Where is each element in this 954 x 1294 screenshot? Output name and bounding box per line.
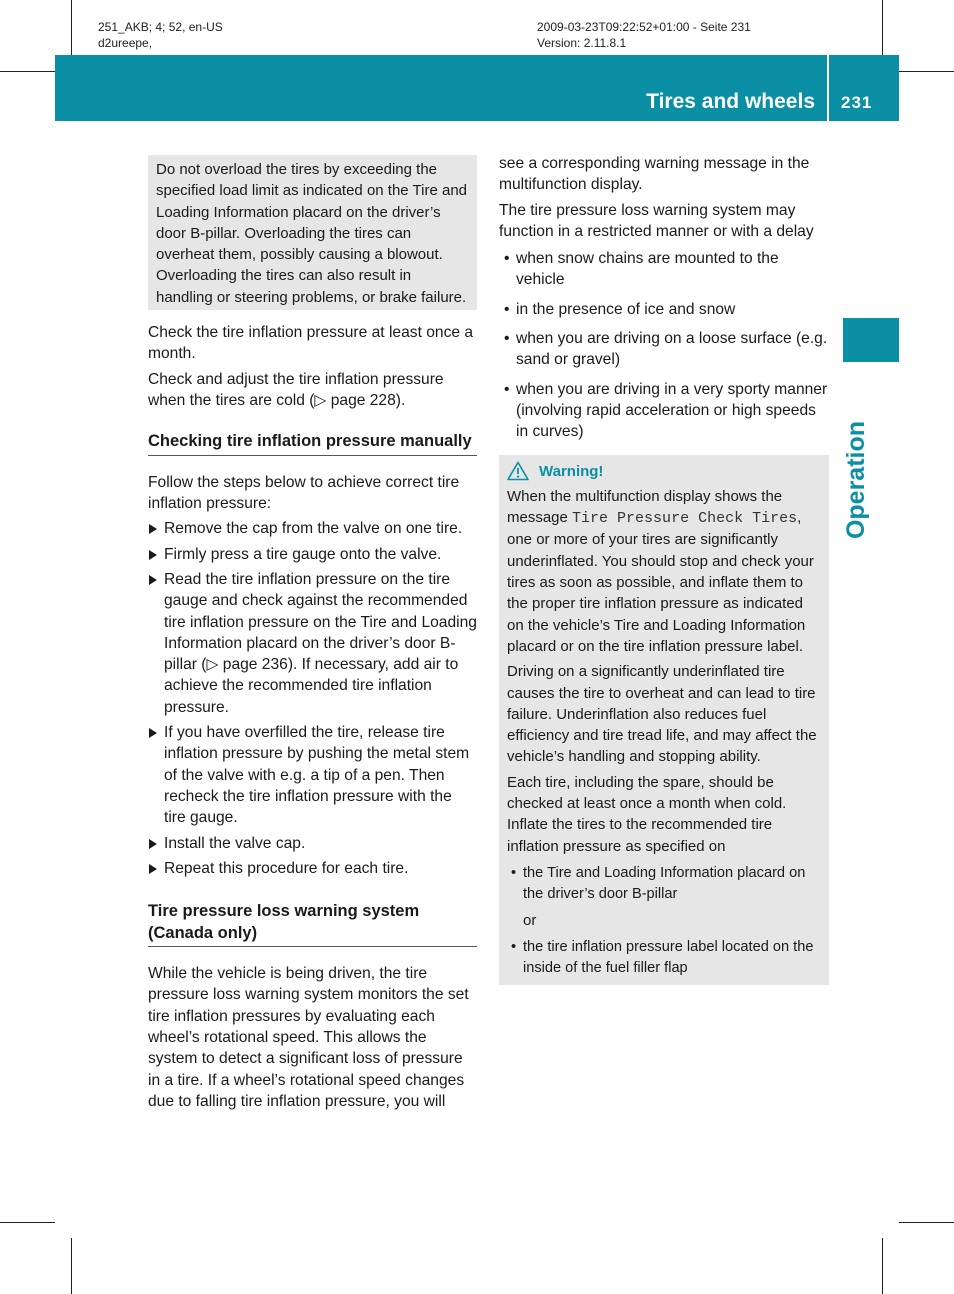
section-intro: Follow the steps below to achieve correct tire inflation pressure: xyxy=(148,473,460,513)
bullet-dot-icon: • xyxy=(511,938,517,955)
warning-text: When the multifunction display shows the message xyxy=(507,487,783,527)
bullet-item xyxy=(499,248,829,291)
meta-line: Version: 2.11.8.1 xyxy=(537,36,627,50)
step-item xyxy=(148,544,477,565)
section-tab-label xyxy=(836,420,876,540)
meta-line: d2ureepe, xyxy=(98,36,153,50)
warning-paragraph: Each tire, including the spare, should be checked at least once a month when cold. Inflate the tires to the recommended tire inflation pressure as specified on xyxy=(507,773,787,855)
print-meta-right xyxy=(537,19,751,51)
step-arrow-icon xyxy=(149,575,157,585)
warning-title: Warning! xyxy=(539,462,604,480)
step-item xyxy=(148,858,477,879)
warning-heading xyxy=(507,461,821,482)
warning-bullet xyxy=(507,937,821,980)
note-text: Do not overload the tires by exceeding the specified load limit as indicated on the Tire and Loading Information placard on the driver’s door B-pillar. Overloading the tires can overheat them, possibly causing a blowout. Overloading the tires can also result in handling or steering problems, or brake failure. xyxy=(156,161,468,306)
meta-line: 251_AKB; 4; 52, en-US xyxy=(98,20,223,34)
left-column xyxy=(148,155,477,1116)
warning-paragraph: Driving on a significantly underinflated tire causes the tire to overheat and can lead to tire failure. Underinflation also reduces fuel efficiency and tire tread life, and may affect the vehicle’s handling and stopping ability. xyxy=(507,663,817,766)
paragraph: While the vehicle is being driven, the tire pressure loss warning system monitors the set tire inflation pressures by evaluating each wheel’s rotational speed. This allows the system to detect a significant loss of pressure in a tire. If a wheel’s rotational speed changes due to falling tire inflation pressure, you will xyxy=(148,965,469,1110)
bullet-dot-icon: • xyxy=(504,380,510,398)
step-text: Read the tire inflation pressure on the tire gauge and check against the recommended tire inflation pressure on the Tire and Loading Information placard on the driver’s door B-pillar (▷ page 236). If necessary, add air to achieve the recommended tire inflation pressure. xyxy=(164,570,477,716)
bullet-dot-icon: • xyxy=(504,300,510,318)
print-meta-left xyxy=(98,19,223,51)
bullet-dot-icon: • xyxy=(504,330,510,348)
step-text: Firmly press a tire gauge onto the valve. xyxy=(164,545,442,563)
paragraph: The tire pressure loss warning system may function in a restricted manner or with a delay xyxy=(499,201,814,240)
warning-paragraph xyxy=(507,486,821,657)
display-message: Tire Pressure Check Tires xyxy=(572,510,798,528)
bullet-text: the tire inflation pressure label located on the inside of the fuel filler flap xyxy=(523,938,814,977)
header-bar xyxy=(55,55,899,121)
step-item xyxy=(148,722,477,828)
bullet-item xyxy=(499,328,829,371)
step-item xyxy=(148,518,477,539)
crop-mark xyxy=(0,1222,55,1223)
crop-mark xyxy=(0,71,55,72)
step-arrow-icon xyxy=(149,864,157,874)
header-divider xyxy=(827,55,829,121)
crop-mark xyxy=(71,0,72,55)
crop-mark xyxy=(882,1238,883,1294)
step-arrow-icon xyxy=(149,839,157,849)
bullet-item xyxy=(499,379,829,443)
section-tab-text: Operation xyxy=(842,420,870,540)
section-tab-marker xyxy=(843,318,899,362)
warning-bullet xyxy=(507,863,821,906)
step-text: Install the valve cap. xyxy=(164,834,306,852)
page-number: 231 xyxy=(841,93,873,112)
meta-line: 2009-03-23T09:22:52+01:00 - Seite 231 xyxy=(537,20,751,34)
page-title: Tires and wheels xyxy=(646,90,815,113)
crop-mark xyxy=(882,0,883,55)
note-box xyxy=(148,155,477,310)
crop-mark xyxy=(899,71,954,72)
bullet-item xyxy=(499,299,829,320)
paragraph: Check the tire inflation pressure at least once a month. xyxy=(148,324,474,363)
warning-triangle-icon xyxy=(507,461,529,481)
step-item xyxy=(148,569,477,718)
bullet-text: the Tire and Loading Information placard on the driver’s door B-pillar xyxy=(523,864,806,903)
step-item xyxy=(148,833,477,854)
paragraph: see a corresponding warning message in the multifunction display. xyxy=(499,155,810,194)
warning-box xyxy=(499,455,829,986)
section-heading: Checking tire inflation pressure manually xyxy=(148,431,477,456)
section-heading: Tire pressure loss warning system (Canada only) xyxy=(148,901,477,947)
bullet-text: in the presence of ice and snow xyxy=(516,300,736,318)
crop-mark xyxy=(71,1238,72,1294)
warning-text: , one or more of your tires are significantly underinflated. You should stop and check your tires as soon as possible, and inflate them to the proper tire inflation pressure as indicated on the vehicle’s Tire and Loading Information placard or on the tire inflation pressure label. xyxy=(507,509,814,655)
right-column xyxy=(499,153,829,985)
step-text: If you have overfilled the tire, release tire inflation pressure by pushing the metal stem of the valve with e.g. a tip of a pen. Then recheck the tire inflation pressure with the tire gauge. xyxy=(164,724,470,827)
step-arrow-icon xyxy=(149,728,157,738)
step-arrow-icon xyxy=(149,524,157,534)
bullet-dot-icon: • xyxy=(511,864,517,881)
bullet-dot-icon: • xyxy=(504,250,510,268)
bullet-text: when you are driving in a very sporty manner (involving rapid acceleration or high speeds in curves) xyxy=(516,380,828,441)
crop-mark xyxy=(899,1222,954,1223)
step-text: Remove the cap from the valve on one tire. xyxy=(164,520,463,538)
or-text: or xyxy=(523,911,537,929)
step-arrow-icon xyxy=(149,550,157,560)
step-text: Repeat this procedure for each tire. xyxy=(164,859,409,877)
paragraph: Check and adjust the tire inflation pressure when the tires are cold (▷ page 228). xyxy=(148,370,444,409)
bullet-text: when you are driving on a loose surface (e.g. sand or gravel) xyxy=(516,330,828,369)
bullet-text: when snow chains are mounted to the vehicle xyxy=(516,250,779,289)
